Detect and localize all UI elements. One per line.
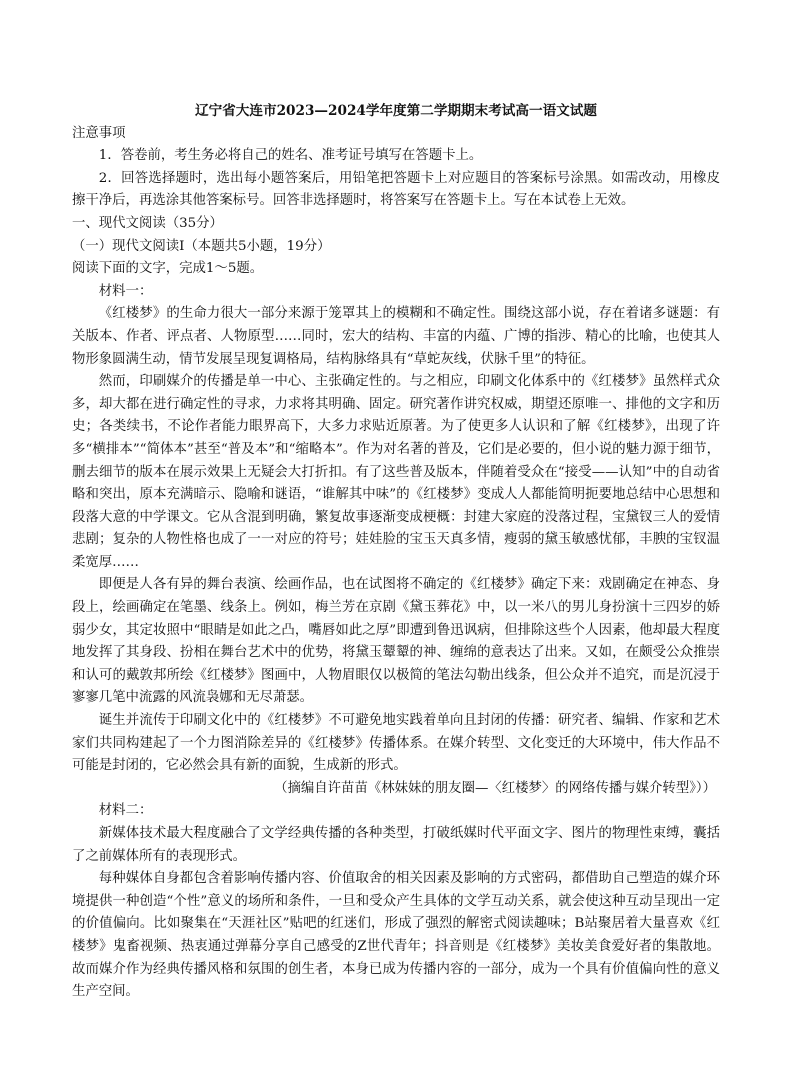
notice-item-2: 2．回答选择题时，选出每小题答案后，用铅笔把答题卡上对应题目的答案标号涂黑。如需改动，用橡皮擦干净后，再选涂其他答案标号。回答非选择题时，将答案写在答题卡上。写在本试卷上无效。 <box>72 170 720 209</box>
section-heading: 一、现代文阅读（35分） <box>72 215 223 231</box>
notice-item-1: 1．答卷前，考生务必将自己的姓名、准考证号填写在答题卡上。 <box>98 148 483 164</box>
notice-heading: 注意事项 <box>72 125 126 141</box>
material-2-paragraph: 每种媒体自身都包含着影响传播内容、价值取舍的相关因素及影响的方式密码，都借助自己塑造的媒介环境提供一种创造“个性”意义的场所和条件，一旦和受众产生具体的文学互动关系，就会使这种互动呈现出一定的价值偏向。比如聚集在“天涯社区”贴吧的红迷们，形成了强烈的解密式阅读趣味；B站聚居着大量喜欢《红楼梦》鬼畜视频、热衷通过弹幕分享自己感受的Z世代青年；抖音则是《红楼梦》美妆美食爱好者的集散地。故而媒介作为经典传播风格和氛围的创生者，本身已成为传播内容的一部分，成为一个具有价值偏向性的意义生产空间。 <box>72 871 720 1000</box>
material-2-paragraph: 新媒体技术最大程度融合了文学经典传播的各种类型，打破纸媒时代平面文字、图片的物理性束缚，囊括了之前媒体所有的表现形式。 <box>72 826 720 864</box>
material-1-paragraph: 诞生并流传于印刷文化中的《红楼梦》不可避免地实践着单向且封闭的传播：研究者、编辑、作家和艺术家们共同构建起了一个力图消除差异的《红楼梦》传播体系。在媒介转型、文化变迁的大环境中，伟大作品不可能是封闭的，它必然会具有新的面貌，生成新的形式。 <box>72 713 720 774</box>
material-1-source: （摘编自许苗苗《林妹妹的朋友圈—〈红楼梦〉的网络传播与媒介转型》）） <box>274 780 716 796</box>
material-1-paragraph: 《红楼梦》的生命力很大一部分来源于笼罩其上的模糊和不确定性。围绕这部小说，存在着诸多谜题：有关版本、作者、评点者、人物原型……同时，宏大的结构、丰富的内蕴、广博的指涉、精心的比喻，也使其人物形象圆满生动，情节发展呈现复调格局，结构脉络具有“草蛇灰线，伏脉千里”的特征。 <box>72 306 720 367</box>
page-title: 辽宁省大连市2023—2024学年度第二学期期末考试高一语文试题 <box>195 103 597 119</box>
material-1-paragraph: 然而，印刷媒介的传播是单一中心、主张确定性的。与之相应，印刷文化体系中的《红楼梦》虽然样式众多，却大都在进行确定性的寻求，力求将其明确、固定。研究著作讲究权威，期望还原唯一、排他的文字和历史；各类续书，不论作者能力眼界高下，大多力求贴近原著。为了使更多人认识和了解《红楼梦》，出现了许多“横排本”“简体本”甚至“普及本”和“缩略本”。作为对名著的普及，它们是必要的，但小说的魅力源于细节，删去细节的版本在展示效果上无疑会大打折扣。有了这些普及版本，伴随着受众在“接受——认知”中的自动省略和突出，原本充满暗示、隐喻和谜语，“谁解其中味”的《红楼梦》变成人人都能简明扼要地总结中心思想和段落大意的中学课文。它从含混到明确，繁复故事逐渐变成梗概：封建大家庭的没落过程，宝黛钗三人的爱情悲剧；复杂的人物性格也成了一一对应的符号；娃娃脸的宝玉天真多情，瘦弱的黛玉敏感忧郁，丰腴的宝钗温柔宽厚…… <box>72 374 720 570</box>
subsection-heading: （一）现代文阅读Ⅰ（本题共5小题，19分） <box>72 238 331 254</box>
material-1-label: 材料一： <box>98 283 153 299</box>
material-2-label: 材料二： <box>98 803 153 819</box>
reading-instruction: 阅读下面的文字，完成1～5题。 <box>72 261 264 277</box>
material-1-paragraph: 即便是人各有异的舞台表演、绘画作品，也在试图将不确定的《红楼梦》确定下来：戏剧确定在神态、身段上，绘画确定在笔墨、线条上。例如，梅兰芳在京剧《黛玉葬花》中，以一米八的男儿身扮演十三四岁的娇弱少女，其定妆照中“眼睛是如此之凸，嘴唇如此之厚”即遭到鲁迅讽病，但排除这些个人因素，他却最大程度地发挥了其身段、扮相在舞台艺术中的优势，将黛玉颦颦的神、缠绵的意表达了出来。又如，在颇受公众推崇和认可的戴敦邦所绘《红楼梦》图画中，人物眉眼仅以极简的笔法勾勒出线条，但公众并不追究，而是沉浸于寥寥几笔中流露的风流袅娜和无尽萧瑟。 <box>72 577 720 706</box>
exam-page <box>72 100 720 1004</box>
